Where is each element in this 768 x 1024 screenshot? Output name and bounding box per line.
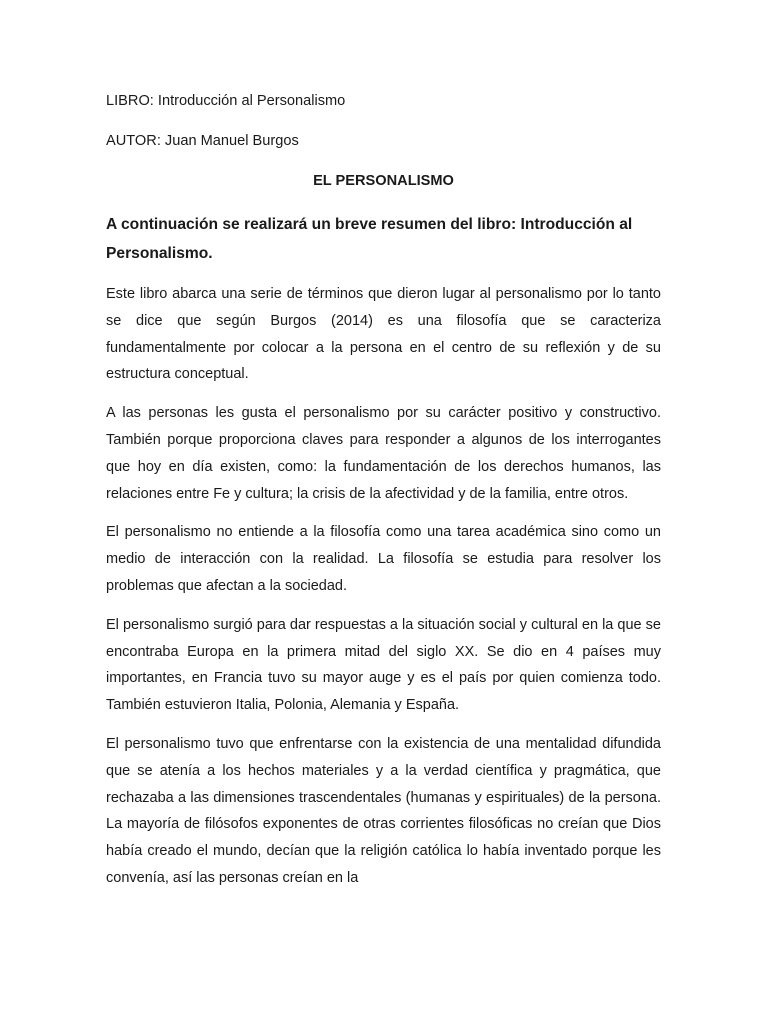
paragraph-4: El personalismo surgió para dar respuestas a la situación social y cultural en la que se encontraba Europa en la primera mitad del siglo XX. Se dio en 4 países muy importantes, en Francia tuvo su mayor auge y es el país por quien comienza todo. También estuvieron Italia, Polonia, Alemania y España. bbox=[106, 616, 661, 714]
document-page bbox=[106, 0, 661, 1024]
paragraph-1: Este libro abarca una serie de términos que dieron lugar al personalismo por lo tanto se dice que según Burgos (2014) es una filosofía que se caracteriza fundamentalmente por colocar a la persona en el centro de su reflexión y de su estructura conceptual. bbox=[106, 286, 661, 383]
paragraph-5: El personalismo tuvo que enfrentarse con la existencia de una mentalidad difundida que se atenía a los hechos materiales y a la verdad científica y pragmática, que rechazaba a las dimensiones trascendentales (humanas y espirituales) de la persona. La mayoría de filósofos exponentes de otras corrientes filosóficas no creían que Dios había creado el mundo, decían que la religión católica lo había inventado porque les convenía, así las personas creían en la bbox=[106, 735, 661, 886]
document-title: EL PERSONALISMO bbox=[313, 173, 454, 189]
paragraph-3: El personalismo no entiende a la filosofía como una tarea académica sino como un medio de interacción con la realidad. La filosofía se estudia para resolver los problemas que afectan a la sociedad. bbox=[106, 524, 661, 594]
paragraph-2: A las personas les gusta el personalismo por su carácter positivo y constructivo. También porque proporciona claves para responder a algunos de los interrogantes que hoy en día existen, como: la fundamentación de los derechos humanos, las relaciones entre Fe y cultura; la crisis de la afectividad y de la familia, entre otros. bbox=[106, 405, 661, 502]
body-text bbox=[106, 281, 661, 904]
author-line: AUTOR: Juan Manuel Burgos bbox=[106, 133, 299, 149]
lead-statement: A continuación se realizará un breve resumen del libro: Introducción al Personalismo. bbox=[106, 216, 633, 262]
book-line: LIBRO: Introducción al Personalismo bbox=[106, 93, 346, 109]
